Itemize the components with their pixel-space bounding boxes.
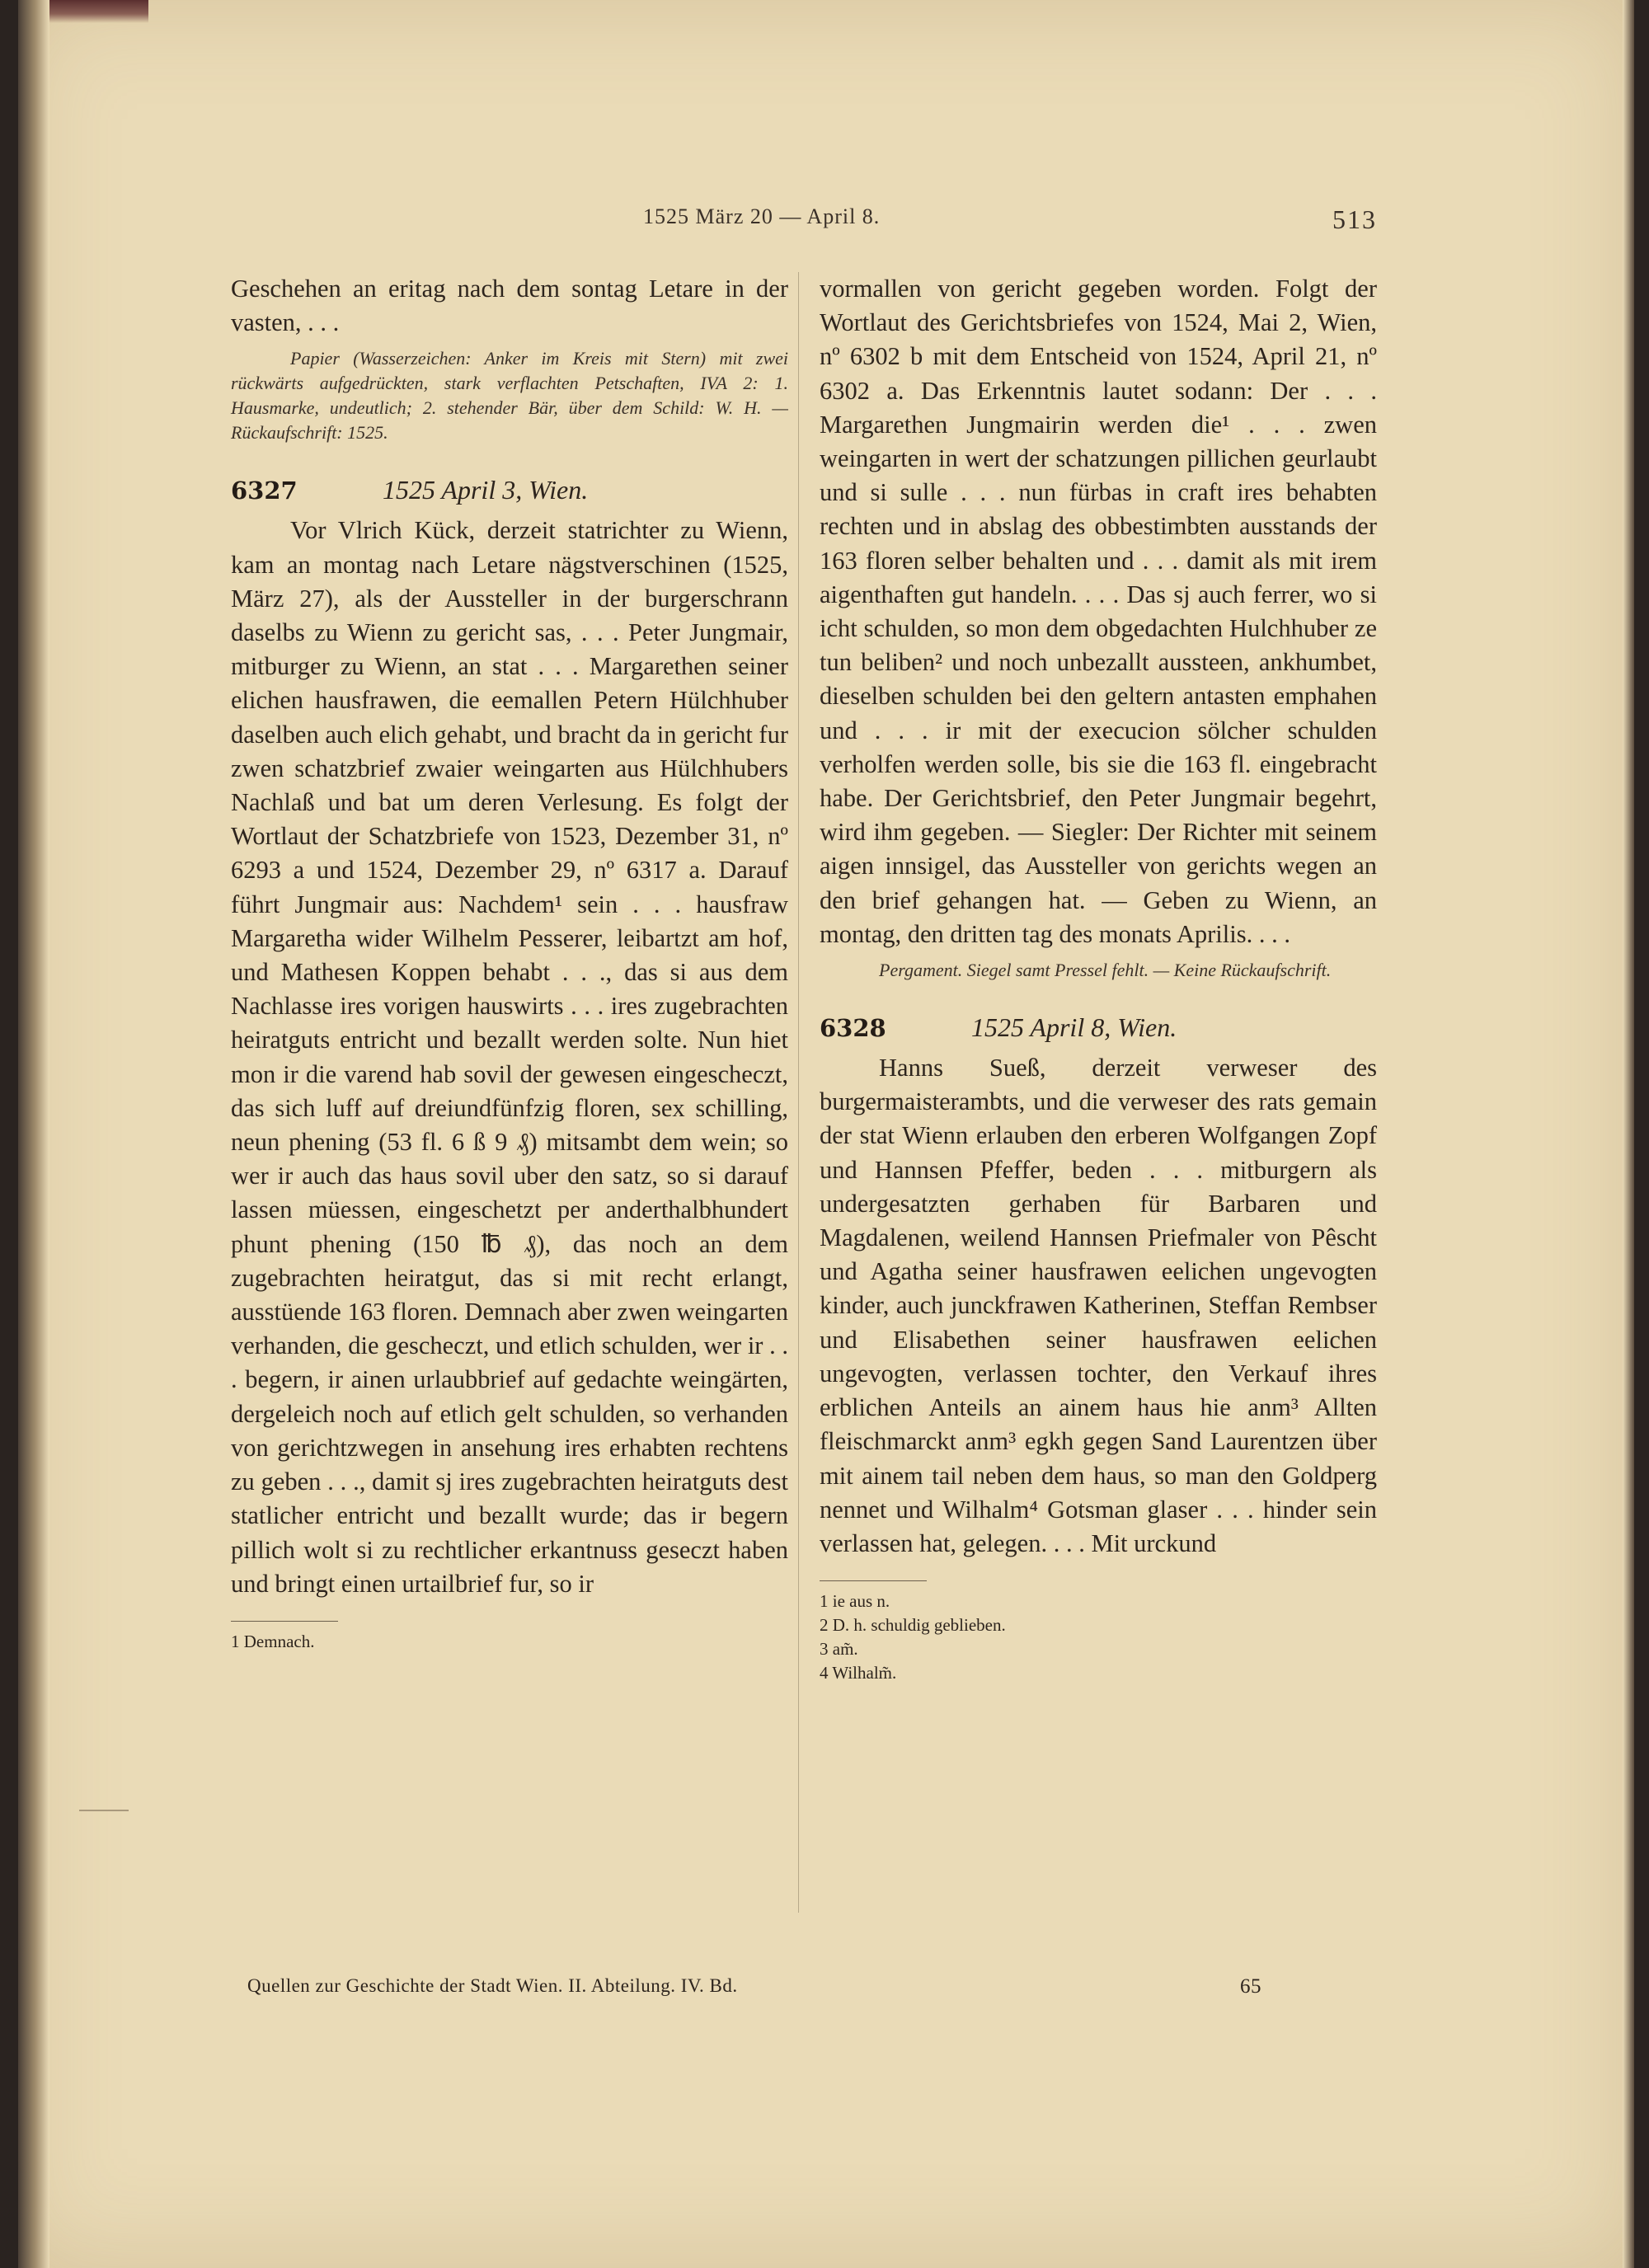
- margin-mark: [79, 1810, 129, 1811]
- entry-date: 1525 April 8, Wien.: [971, 1012, 1177, 1043]
- left-column: [231, 272, 788, 1654]
- right-column: [820, 272, 1377, 1685]
- footnote-rule: [820, 1580, 927, 1581]
- page-header: [231, 204, 1377, 241]
- entry-number: 6328: [820, 1014, 886, 1043]
- footnote: 1 Demnach.: [231, 1631, 315, 1651]
- page-footer: [247, 1975, 1261, 1997]
- entry-text: Hanns Sueß, derzeit verweser des burgermaisterambts, und die verweser des rats gemain der stat Wienn erlauben den erberen Wolfgangen Zopf und Hannsen Pfeffer, beden . . . mitburgern als undergesatzten gerhaben für Barbaren und Magdalenen, weilend Hannsen Priefmaler von Pêscht und Agatha seiner hausfrawen eelichen ungevogten kinder, auch junckfrawen Katherinen, Steffan Rembser und Elisabethen seiner hausfrawen eelichen ungevogten, verlassen tochter, den Verkauf ihres erblichen Anteils an ainem haus hie anm³ Allten fleischmarckt anm³ egkh gegen Sand Laurentzen über mit ainem tail neben dem haus, so man den Goldperg nennet und Wilhalm⁴ Gotsman glaser . . . hinder sein verlassen hat, gelegen. . . . Mit urckund: [820, 1054, 1377, 1557]
- page-number: 513: [1332, 204, 1377, 234]
- running-title: 1525 März 20 — April 8.: [643, 204, 881, 228]
- source-note: Papier (Wasserzeichen: Anker im Kreis mit Stern) mit zwei rückwärts aufgedrückten, stark verflachten Petschaften, IVA 2: 1. Hausmarke, undeutlich; 2. stehender Bär, über dem Schild: W. H. — Rückaufschrift: 1525.: [231, 348, 788, 444]
- entry-date: 1525 April 3, Wien.: [383, 475, 589, 505]
- series-title: Quellen zur Geschichte der Stadt Wien. II. Abteilung. IV. Bd.: [247, 1975, 738, 1996]
- entry-text: Vor Vlrich Kück, derzeit statrichter zu Wienn, kam an montag nach Letare nägstverschinen (1525, März 27), als der Aussteller in der burgerschrann daselbs zu Wienn zu gericht sas, . . . Peter Jungmair, mitburger zu Wienn, an stat . . . Margarethen seiner elichen hausfrawen, die eemallen Petern Hülchhuber daselben auch elich gehabt, und bracht da in gericht fur zwen schatzbrief zwaier weingarten aus Hülchhubers Nachlaß und bat um deren Verlesung. Es folgt der Wortlaut der Schatzbriefe von 1523, Dezember 31, nº 6293 a und 1524, Dezember 29, nº 6317 a. Darauf führt Jungmair aus: Nachdem¹ sein . . . hausfraw Margaretha wider Wilhelm Pesserer, leibartzt am hof, und Mathesen Koppen behabt . . ., das si aus dem Nachlasse ires vorigen hauswirts . . . ires zugebrachten heiratguts entricht und bezallt werden solte. Nun hiet mon ir die varend hab sovil der gewesen eingescheczt, das sich luff auf dreiundfünfzig floren, sex schilling, neun phening (53 fl. 6 ß 9 ₰) mitsambt dem wein; so wer ir auch das haus sovil uber den satz, so si darauf lassen müessen, eingeschetzt per anderthalbhundert phunt phening (150 ℔ ₰), das noch an dem zugebrachten heiratgut, das si mit recht erlangt, ausstüende 163 floren. Demnach aber zwen weingarten verhanden, die gescheczt, und etlich schulden, wer ir . . . begern, ir ainen urlaubbrief auf gedachte weingärten, dergeleich noch auf etlich gelt schulden, so verhanden von gerichtzwegen in ansehung ires erhabten rechtens zu geben . . ., damit sj ires zugebrachten heiratguts dest statlicher entricht und bezallt wurde; das ir begern pillich wolt si zu rechtlicher erkantnuss geseczt haben und bringt einen urtailbrief fur, so ir: [231, 516, 788, 1598]
- footnote-rule: [231, 1621, 338, 1622]
- footnote: 1 ie aus n.: [820, 1591, 890, 1612]
- entry-number: 6327: [231, 477, 298, 505]
- page-edge-shadow: [1623, 0, 1634, 2268]
- footnote: 2 D. h. schuldig geblieben.: [820, 1615, 1006, 1636]
- binding-patch: [49, 0, 148, 23]
- source-note: Pergament. Siegel samt Pressel fehlt. — Keine Rückaufschrift.: [879, 960, 1332, 981]
- continuation-text: vormallen von gericht gegeben worden. Folgt der Wortlaut des Gerichtsbriefes von 1524, Mai 2, Wien, nº 6302 b mit dem Entscheid von 1524, April 21, nº 6302 a. Das Erkenntnis lautet sodann: Der . . . Margarethen Jungmairin werden die¹ . . . zwen weingarten in wert der schatzungen pillichen geurlaubt und si sulle . . . nun fürbas in craft ires behabten rechten und in abslag des obbestimbten ausstands der 163 floren selber behalten und . . . damit als mit irem aigenthaften gut handeln. . . . Das sj auch ferrer, wo si icht schulden, so mon dem obgedachten Hulchhuber ze tun beliben² und noch unbezallt aussteen, ankhumbet, dieselben schulden bei den geltern antasten emphahen und . . . ir mit der execucion sölcher schulden verholfen werden solle, bis sie die 163 fl. eingebracht habe. Der Gerichtsbrief, den Peter Jungmair begehrt, wird ihm gegeben. — Siegler: Der Richter mit seinem aigen innsigel, das Aussteller von gerichts wegen an den brief gehangen hat. — Geben zu Wienn, an montag, den dritten tag des monats Aprilis. . . .: [820, 275, 1377, 948]
- signature-mark: 65: [1240, 1975, 1261, 1998]
- column-divider: [798, 272, 799, 1913]
- entry-heading: [231, 475, 788, 505]
- entry-heading: [820, 1012, 1377, 1043]
- footnote: 3 am̃.: [820, 1639, 858, 1660]
- footnote: 4 Wilhalm̃.: [820, 1663, 897, 1683]
- page-gutter-shadow: [18, 0, 49, 2268]
- opening-text: Geschehen an eritag nach dem sontag Letare in der vasten, . . .: [231, 275, 788, 337]
